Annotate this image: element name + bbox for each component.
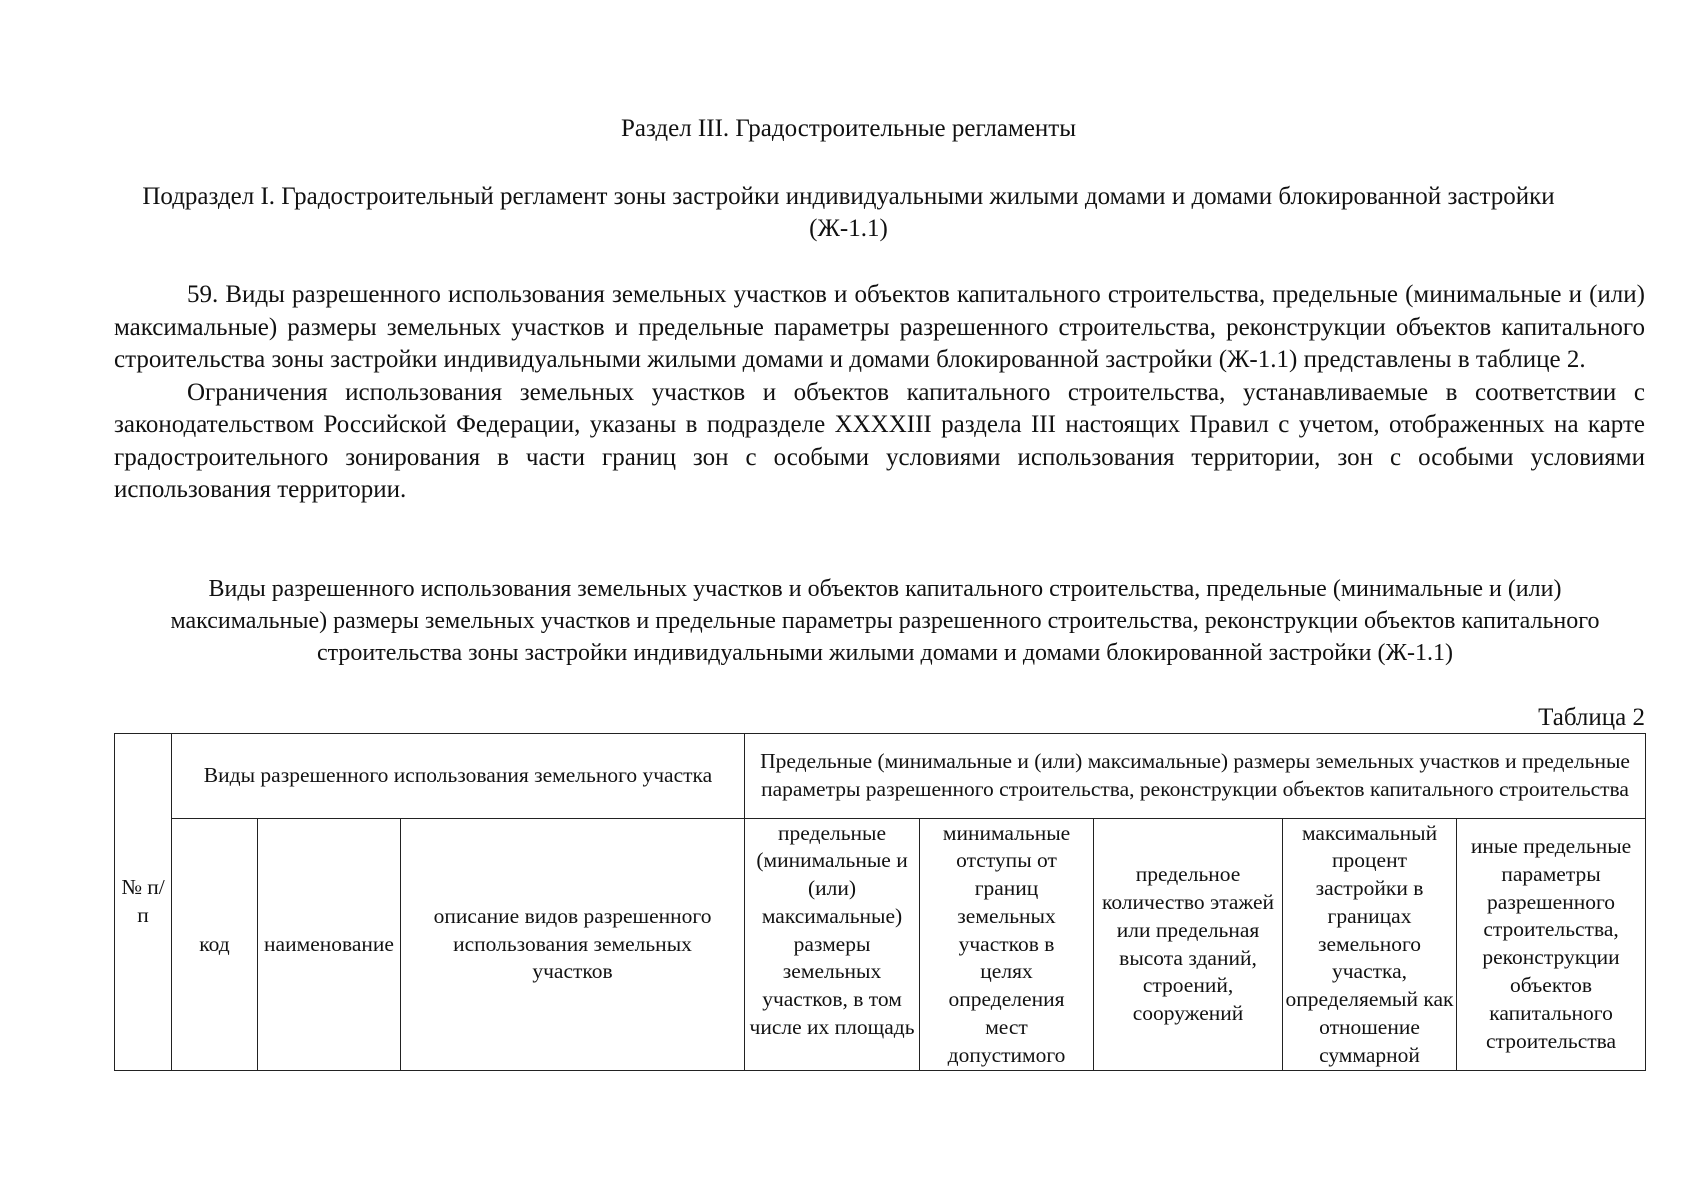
table-header-row-2 bbox=[115, 819, 1646, 1071]
section-title: Раздел III. Градостроительные регламенты bbox=[620, 115, 1077, 142]
paragraph-restrictions: Ограничения использования земельных участков и объектов капитального строительства, устанавливаемые в соответствии с законодательством Российской Федерации, указаны в подразделе XXXXIII раздела III настоящих Правил с учетом, отображенных на карте градостроительного зонирования в части границ зон с особыми условиями использования территории, зон с особыми условиями использования территории. bbox=[114, 378, 1645, 503]
header-floors: предельное количество этажей или предельная высота зданий, строений, сооружений bbox=[1094, 819, 1283, 1071]
body-text bbox=[114, 279, 1645, 507]
header-setbacks-text: минимальные отступы от границ земельных участков в целях определения мест допустимого bbox=[942, 820, 1071, 1067]
header-code: код bbox=[172, 819, 258, 1071]
regulations-table bbox=[114, 733, 1646, 1071]
header-number: № п/п bbox=[115, 734, 172, 1071]
header-percent-text: максимальный процент застройки в границах земельного участка, определяемый как отношение суммарной bbox=[1285, 820, 1454, 1067]
paragraph-59: 59. Виды разрешенного использования земельных участков и объектов капитального строительства, предельные (минимальные и (или) максимальные) размеры земельных участков и предельные параметры разрешенного строительства, реконструкции объектов капитального строительства зоны застройки индивидуальными жилыми домами и домами блокированной застройки (Ж-1.1) представлены в таблице 2. bbox=[114, 281, 1645, 373]
header-sizes bbox=[745, 819, 920, 1071]
header-percent bbox=[1283, 819, 1457, 1071]
table-caption: Виды разрешенного использования земельных участков и объектов капитального строительства, предельные (минимальные и (или) максимальные) размеры земельных участков и предельные параметры разрешенного строительства, реконструкции объектов капитального строительства зоны застройки индивидуальными жилыми домами и домами блокированной застройки (Ж-1.1) bbox=[170, 576, 1600, 666]
header-group-limits: Предельные (минимальные и (или) максимальные) размеры земельных участков и предельные параметры разрешенного строительства, реконструкции объектов капитального строительства bbox=[745, 734, 1646, 819]
table-label: Таблица 2 bbox=[1538, 704, 1645, 731]
header-sizes-text: предельные (минимальные и (или) максимальные) размеры земельных участков, в том числе их площадь bbox=[749, 820, 915, 1040]
header-other: иные предельные параметры разрешенного строительства, реконструкции объектов капитального строительства bbox=[1457, 819, 1646, 1071]
header-name: наименование bbox=[258, 819, 401, 1071]
subsection-title: Подраздел I. Градостроительный регламент зоны застройки индивидуальными жилыми домами и домами блокированной застройки (Ж-1.1) bbox=[142, 183, 1555, 242]
header-group-use: Виды разрешенного использования земельного участка bbox=[172, 734, 745, 819]
table-header-row-1 bbox=[115, 734, 1646, 819]
header-setbacks bbox=[920, 819, 1094, 1071]
header-description: описание видов разрешенного использования земельных участков bbox=[401, 819, 745, 1071]
